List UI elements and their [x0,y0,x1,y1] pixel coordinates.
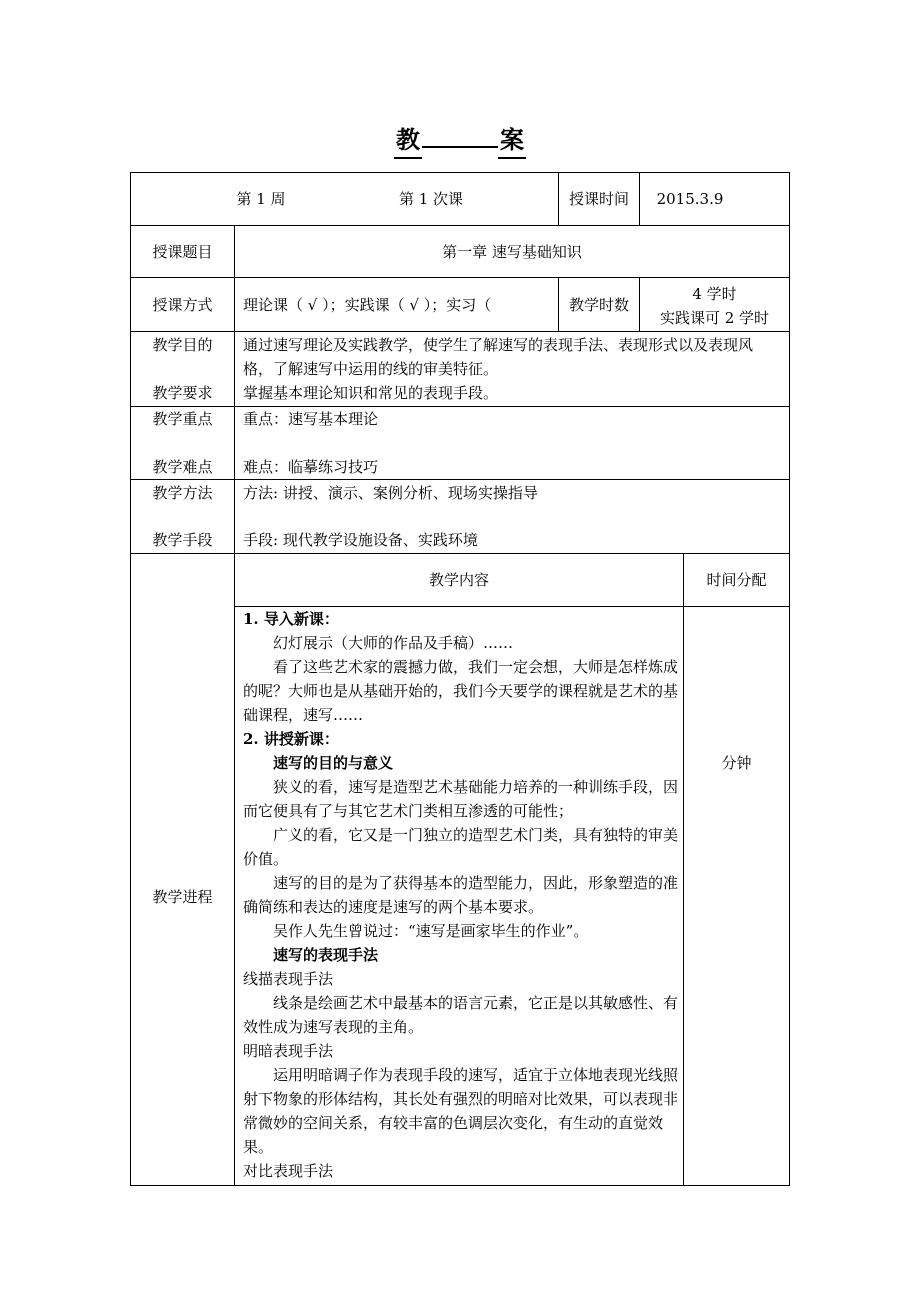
technique-heading: 明暗表现手法 [243,1042,334,1060]
topic-value: 第一章 速写基础知识 [442,242,582,261]
subsection-heading: 速写的目的与意义 [273,754,394,772]
method-label-2: 教学手段 [152,531,213,549]
focus-label-2: 教学难点 [152,458,213,476]
paragraph: 线条是绘画艺术中最基本的语言元素，它正是以其敏感性、有效性成为速写表现的主角。 [243,994,679,1036]
page-title: 教 案 [0,120,920,159]
goals-label-2: 教学要求 [152,384,213,402]
focus-text-1: 重点：速写基本理论 [243,410,379,428]
content-header: 教学内容 [428,571,489,589]
focus-label-1: 教学重点 [152,410,213,428]
technique-heading: 线描表现手法 [243,970,334,988]
technique-heading: 对比表现手法 [243,1162,334,1180]
goals-text-2: 掌握基本理论知识和常见的表现手段。 [243,384,499,402]
paragraph: 吴作人先生曾说过：“速写是画家毕生的作业”。 [273,922,589,940]
time-allocation-value: 分钟 [721,754,752,772]
paragraph: 看了这些艺术家的震撼力做，我们一定会想，大师是怎样炼成的呢？大师也是从基础开始的，我们今天要学的课程就是艺术的基础课程，速写…… [243,658,679,724]
mode-label: 授课方式 [152,295,213,314]
session: 第 1 次课 [398,190,464,208]
paragraph: 运用明暗调子作为表现手段的速写，适宜于立体地表现光线照射下物象的形体结构，其长处有强烈的明暗对比效果，可以表现非常微妙的空间关系，有较丰富的色调层次变化，有生动的直觉效果。 [243,1066,679,1156]
time-allocation-header: 时间分配 [706,571,767,589]
paragraph: 狭义的看，速写是造型艺术基础能力培养的一种训练手段，因而它便具有了与其它艺术门类相互渗透的可能性； [243,778,679,820]
goals-text-1: 通过速写理论及实践教学，使学生了解速写的表现手法、表现形式以及表现风格，了解速写中运用的线的审美特征。 [243,336,754,378]
topic-label: 授课题目 [152,242,213,261]
section-title: 2. 讲授新课： [243,730,339,748]
lesson-content [243,607,679,1183]
method-label-1: 教学方法 [152,484,213,502]
paragraph: 幻灯展示（大师的作品及手稿）…… [273,634,514,652]
method-text-2: 手段: 现代教学设施设备、实践环境 [243,531,478,549]
hours-value: 4 学时 实践课可 2 学时 [659,285,770,327]
paragraph: 广义的看，它又是一门独立的造型艺术门类，具有独特的审美价值。 [243,826,679,868]
process-label: 教学进程 [152,887,213,906]
paragraph: 速写的目的是为了获得基本的造型能力，因此，形象塑造的准确简练和表达的速度是速写的两个基本要求。 [243,874,679,916]
week: 第 1 周 [236,190,286,208]
time-value: 2015.3.9 [656,190,724,208]
hours-label: 教学时数 [568,295,629,314]
method-text-1: 方法: 讲授、演示、案例分析、现场实操指导 [243,484,538,502]
time-label: 授课时间 [568,190,629,208]
focus-text-2: 难点：临摹练习技巧 [243,458,379,476]
goals-label-1: 教学目的 [152,336,213,354]
mode-value: 理论课（ √ ）；实践课（ √ ）；实习（ [243,295,492,314]
section-title: 1. 导入新课： [243,610,339,628]
subsection-heading: 速写的表现手法 [273,946,379,964]
lesson-plan-table [130,172,790,1186]
